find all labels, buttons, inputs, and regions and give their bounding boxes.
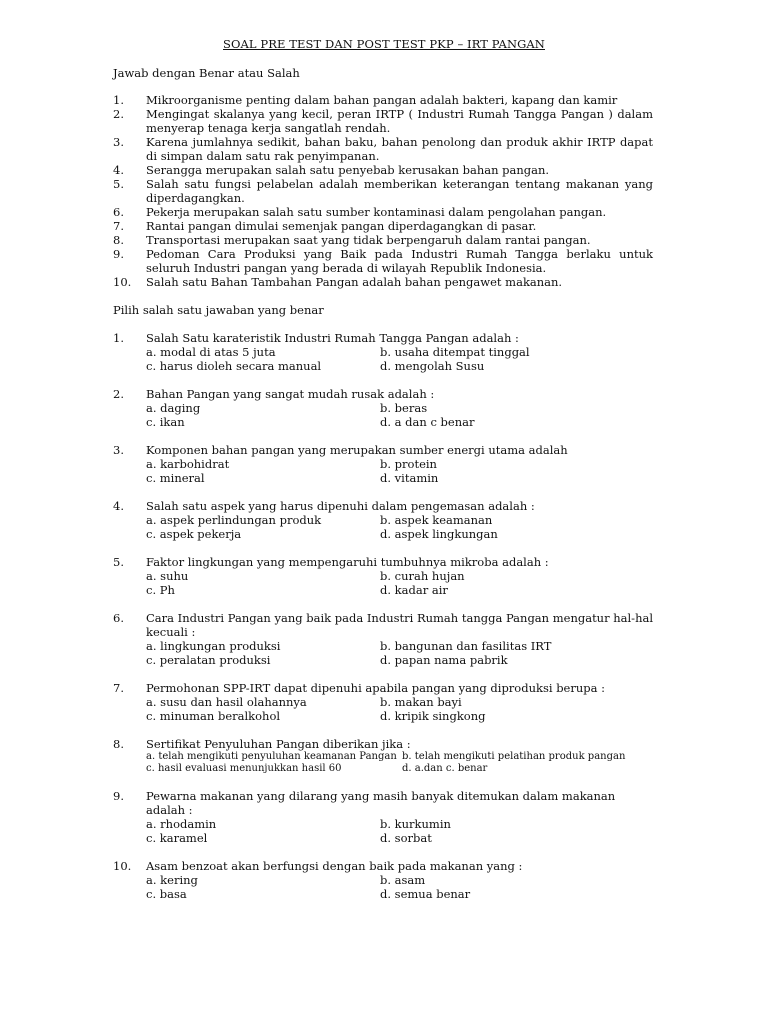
option-c: c. harus dioleh secara manual [146, 359, 322, 373]
item-statement: Salah satu Bahan Tambahan Pangan adalah bahan pengawet makanan. [146, 275, 563, 289]
option-d: d. papan nama pabrik [380, 653, 508, 667]
item-number: 6. [113, 205, 124, 219]
option-d: d. mengolah Susu [380, 359, 485, 373]
option-d: d. kripik singkong [380, 709, 486, 723]
page-title: SOAL PRE TEST DAN POST TEST PKP – IRT PANGAN [223, 37, 545, 51]
question-text: Permohonan SPP-IRT dapat dipenuhi apabila pangan yang diproduksi berupa : [146, 681, 606, 695]
item-number: 8. [113, 233, 124, 247]
option-a: a. aspek perlindungan produk [146, 513, 322, 527]
question-number: 10. [113, 859, 132, 873]
true-false-item [113, 135, 653, 163]
option-c: c. peralatan produksi [146, 653, 271, 667]
question-item [113, 789, 653, 845]
option-d: d. vitamin [380, 471, 439, 485]
true-false-item [113, 163, 653, 177]
question-item [113, 859, 653, 901]
option-a: a. lingkungan produksi [146, 639, 281, 653]
section1-heading: Jawab dengan Benar atau Salah [113, 66, 300, 80]
option-a: a. susu dan hasil olahannya [146, 695, 307, 709]
option-a: a. rhodamin [146, 817, 217, 831]
question-item [113, 611, 653, 667]
answer-options [146, 695, 653, 723]
option-d: d. sorbat [380, 831, 432, 845]
item-statement: Serangga merupakan salah satu penyebab kerusakan bahan pangan. [146, 163, 550, 177]
question-item [113, 499, 653, 541]
true-false-list [113, 93, 653, 289]
item-number: 4. [113, 163, 124, 177]
answer-options [146, 457, 653, 485]
option-a: a. kering [146, 873, 198, 887]
question-number: 9. [113, 789, 124, 803]
item-statement: Rantai pangan dimulai semenjak pangan diperdagangkan di pasar. [146, 219, 537, 233]
option-a: a. suhu [146, 569, 189, 583]
option-d: d. semua benar [380, 887, 471, 901]
option-d: d. aspek lingkungan [380, 527, 498, 541]
option-b: b. bangunan dan fasilitas IRT [380, 639, 552, 653]
true-false-item [113, 247, 653, 275]
true-false-item [113, 93, 653, 107]
question-item [113, 681, 653, 723]
option-b: b. aspek keamanan [380, 513, 493, 527]
item-statement: Mengingat skalanya yang kecil, peran IRTP ( Industri Rumah Tangga Pangan ) dalam menyerap tenaga kerja sangatlah rendah. [146, 107, 653, 135]
multiple-choice-list [113, 331, 653, 915]
question-number: 8. [113, 737, 124, 751]
option-a: a. karbohidrat [146, 457, 230, 471]
section2-heading: Pilih salah satu jawaban yang benar [113, 303, 324, 317]
option-d: d. kadar air [380, 583, 448, 597]
item-number: 1. [113, 93, 124, 107]
option-c: c. karamel [146, 831, 208, 845]
question-text: Komponen bahan pangan yang merupakan sumber energi utama adalah [146, 443, 568, 457]
question-number: 6. [113, 611, 124, 625]
answer-options [146, 513, 653, 541]
answer-options [146, 639, 653, 667]
true-false-item [113, 205, 653, 219]
option-c: c. ikan [146, 415, 185, 429]
option-d: d. a.dan c. benar [402, 763, 488, 774]
option-b: b. asam [380, 873, 426, 887]
option-a: a. telah mengikuti penyuluhan keamanan Pangan [146, 751, 397, 762]
option-c: c. Ph [146, 583, 175, 597]
option-c: c. hasil evaluasi menunjukkan hasil 60 [146, 763, 342, 774]
question-item [113, 737, 653, 775]
question-number: 3. [113, 443, 124, 457]
question-text: Faktor lingkungan yang mempengaruhi tumbuhnya mikroba adalah : [146, 555, 549, 569]
answer-options [146, 569, 653, 597]
answer-options [146, 817, 653, 845]
question-text: Sertifikat Penyuluhan Pangan diberikan jika : [146, 737, 411, 751]
question-text: Asam benzoat akan berfungsi dengan baik pada makanan yang : [146, 859, 523, 873]
true-false-item [113, 107, 653, 135]
option-c: c. aspek pekerja [146, 527, 242, 541]
question-number: 7. [113, 681, 124, 695]
option-a: a. modal di atas 5 juta [146, 345, 276, 359]
item-number: 5. [113, 177, 124, 191]
item-statement: Pedoman Cara Produksi yang Baik pada Industri Rumah Tangga berlaku untuk seluruh Industri pangan yang berada di wilayah Republik Indonesia. [146, 247, 653, 275]
question-text: Pewarna makanan yang dilarang yang masih banyak ditemukan dalam makanan adalah : [146, 789, 616, 817]
question-number: 5. [113, 555, 124, 569]
question-text: Bahan Pangan yang sangat mudah rusak adalah : [146, 387, 435, 401]
question-text: Salah satu aspek yang harus dipenuhi dalam pengemasan adalah : [146, 499, 535, 513]
question-text: Cara Industri Pangan yang baik pada Industri Rumah tangga Pangan mengatur hal-hal kecuali : [146, 611, 654, 639]
item-statement: Transportasi merupakan saat yang tidak berpengaruh dalam rantai pangan. [146, 233, 591, 247]
item-statement: Salah satu fungsi pelabelan adalah memberikan keterangan tentang makanan yang diperdagangkan. [146, 177, 653, 205]
item-statement: Karena jumlahnya sedikit, bahan baku, bahan penolong dan produk akhir IRTP dapat di simpan dalam satu rak penyimpanan. [146, 135, 653, 163]
answer-options [146, 873, 653, 901]
answer-options [146, 751, 653, 775]
answer-options [146, 401, 653, 429]
option-b: b. curah hujan [380, 569, 465, 583]
option-b: b. beras [380, 401, 428, 415]
question-item [113, 555, 653, 597]
item-number: 7. [113, 219, 124, 233]
item-number: 9. [113, 247, 124, 261]
option-c: c. basa [146, 887, 187, 901]
option-b: b. kurkumin [380, 817, 451, 831]
question-item [113, 331, 653, 373]
option-b: b. usaha ditempat tinggal [380, 345, 530, 359]
option-b: b. protein [380, 457, 437, 471]
question-item [113, 387, 653, 429]
option-d: d. a dan c benar [380, 415, 475, 429]
item-number: 2. [113, 107, 124, 121]
item-number: 10. [113, 275, 132, 289]
answer-options [146, 345, 653, 373]
question-number: 2. [113, 387, 124, 401]
item-statement: Mikroorganisme penting dalam bahan pangan adalah bakteri, kapang dan kamir [146, 93, 618, 107]
item-statement: Pekerja merupakan salah satu sumber kontaminasi dalam pengolahan pangan. [146, 205, 607, 219]
question-number: 4. [113, 499, 124, 513]
question-number: 1. [113, 331, 124, 345]
option-b: b. telah mengikuti pelatihan produk pangan [402, 751, 626, 762]
option-b: b. makan bayi [380, 695, 462, 709]
item-number: 3. [113, 135, 124, 149]
option-c: c. mineral [146, 471, 205, 485]
question-item [113, 443, 653, 485]
option-a: a. daging [146, 401, 201, 415]
true-false-item [113, 275, 653, 289]
option-c: c. minuman beralkohol [146, 709, 281, 723]
question-text: Salah Satu karateristik Industri Rumah Tangga Pangan adalah : [146, 331, 519, 345]
true-false-item [113, 233, 653, 247]
true-false-item [113, 219, 653, 233]
true-false-item [113, 177, 653, 205]
